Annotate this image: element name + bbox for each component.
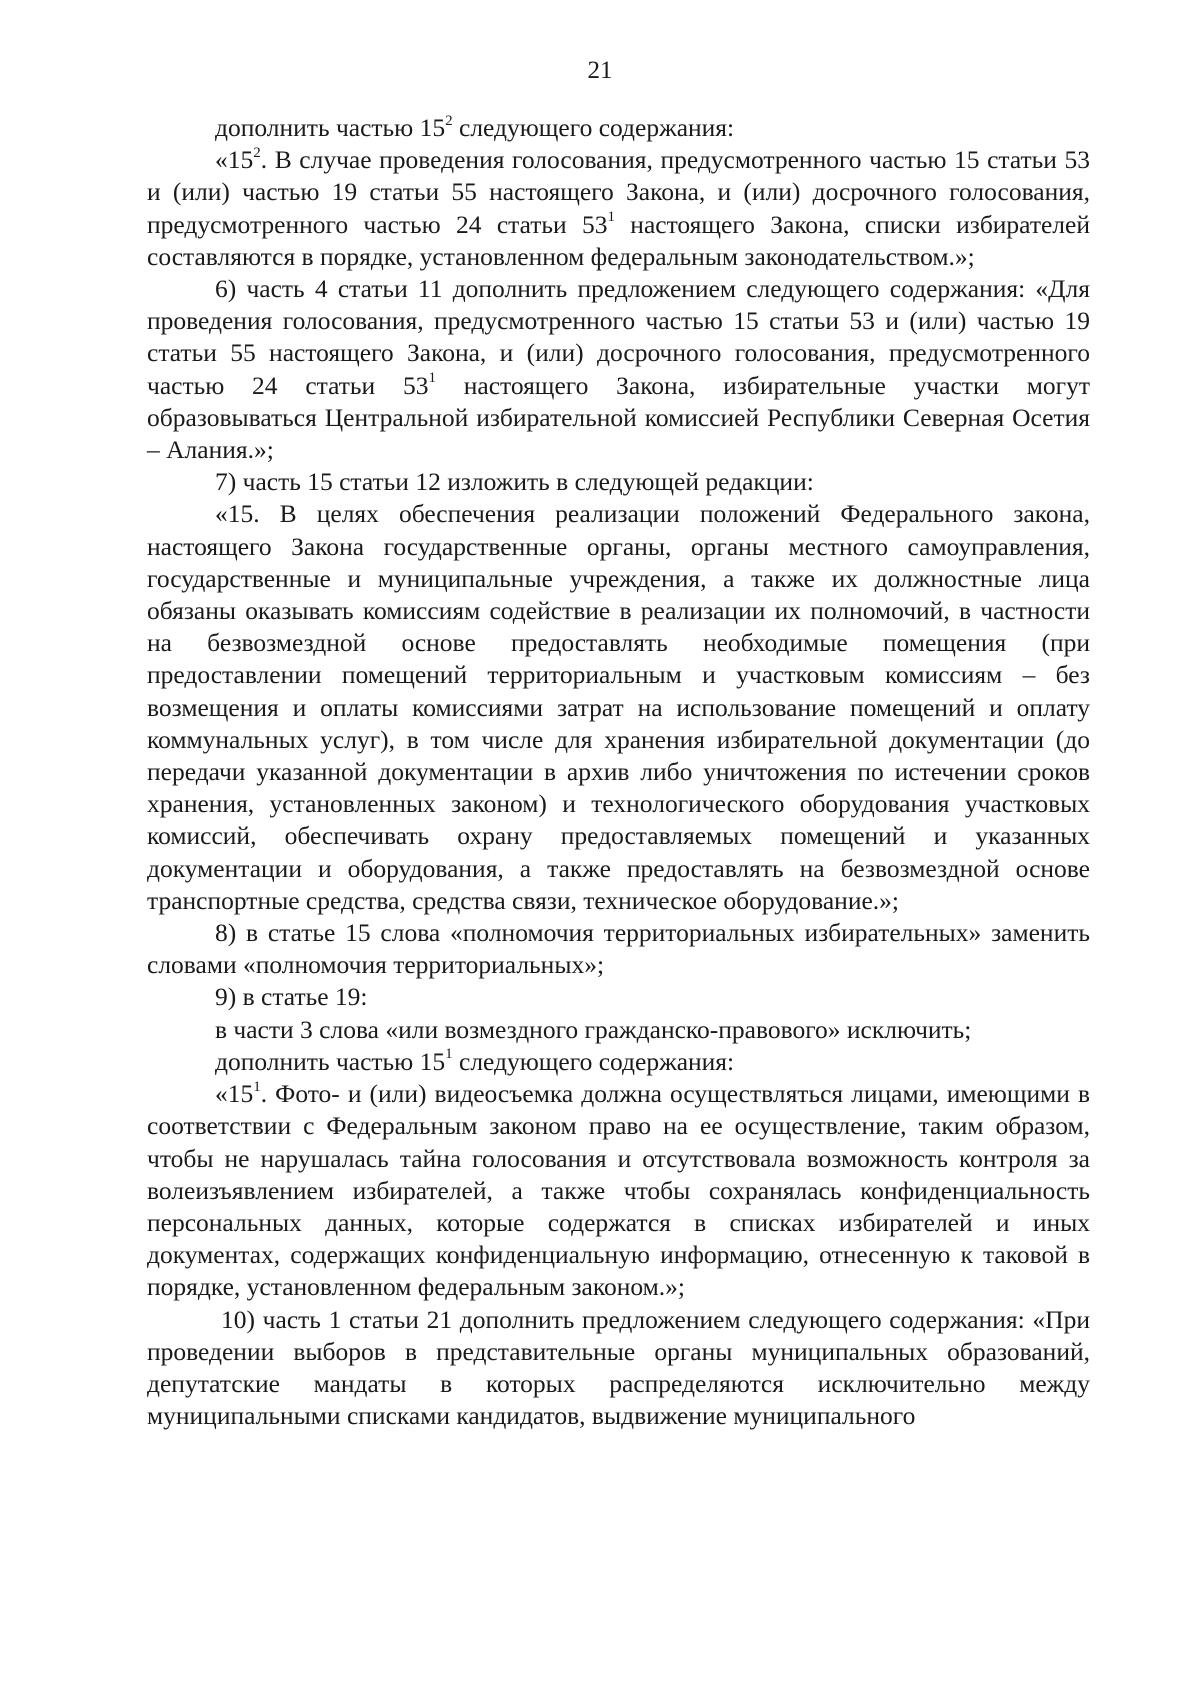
paragraph-item-8: 8) в статье 15 слова «полномочия территориальных избирательных» заменить словами «полномочия территориальных»;: [147, 918, 1090, 980]
paragraph-add-part-15-2: дополнить частью $15^2$ следующего содержания:: [215, 112, 735, 142]
paragraph-part-15-2-text: «$15^2$. В случае проведения голосования, предусмотренного частью 15 статьи 53 и (или) частью 19 статьи 55 настоящего Закона, и (или) досрочного голосования, предусмотренного частью 24 статьи $53^1$ настоящего Закона, списки избирателей составляются в порядке, установленном федеральным законодательством.»;: [147, 144, 1090, 271]
paragraph-item-7: 7) часть 15 статьи 12 изложить в следующей редакции:: [215, 467, 814, 497]
paragraph-part-15-text: «15. В целях обеспечения реализации положений Федерального закона, настоящего Закона государственные органы, органы местного самоуправления, государственные и муниципальные учреждения, а также их должностные лица обязаны оказывать комиссиям содействие в реализации их полномочий, в частности на безвозмездной основе предоставлять необходимые помещения (при предоставлении помещений территориальным и участковым комиссиям – без возмещения и оплаты комиссиями затрат на использование помещений и оплату коммунальных услуг), в том числе для хранения избирательной документации (до передачи указанной документации в архив либо уничтожения по истечении сроков хранения, установленных законом) и технологического оборудования участковых комиссий, обеспечивать охрану предоставляемых помещений и указанных документации и оборудования, а также предоставлять на безвозмездной основе транспортные средства, средства связи, техническое оборудование.»;: [147, 499, 1090, 915]
document-body: [147, 112, 1090, 1432]
paragraph-part-15-1-text: «$15^1$. Фото- и (или) видеосъемка должна осуществляться лицами, имеющими в соответствии с Федеральным законом право на ее осуществление, таким образом, чтобы не нарушалась тайна голосования и отсутствовала возможность контроля за волеизъявлением избирателей, а также чтобы сохранялась конфиденциальность персональных данных, которые содержатся в списках избирателей и иных документах, содержащих конфиденциальную информацию, отнесенную к таковой в порядке, установленном федеральным законом.»;: [147, 1078, 1090, 1302]
page-number: 21: [587, 57, 613, 84]
paragraph-part-3-exclude: в части 3 слова «или возмездного гражданско-правового» исключить;: [215, 1014, 972, 1044]
paragraph-item-6: 6) часть 4 статьи 11 дополнить предложением следующего содержания: «Для проведения голосования, предусмотренного частью 15 статьи 53 и (или) частью 19 статьи 55 настоящего Закона, и (или) досрочного голосования, предусмотренного частью 24 статьи $53^1$ настоящего Закона, избирательные участки могут образовываться Центральной избирательной комиссией Республики Северная Осетия – Алания.»;: [147, 274, 1090, 465]
paragraph-add-part-15-1: дополнить частью $15^1$ следующего содержания:: [215, 1046, 735, 1076]
paragraph-item-9: 9) в статье 19:: [215, 982, 368, 1012]
paragraph-item-10: 10) часть 1 статьи 21 дополнить предложением следующего содержания: «При проведении выборов в представительные органы муниципальных образований, депутатские мандаты в которых распределяются исключительно между муниципальными списками кандидатов, выдвижение муниципального: [147, 1304, 1090, 1431]
